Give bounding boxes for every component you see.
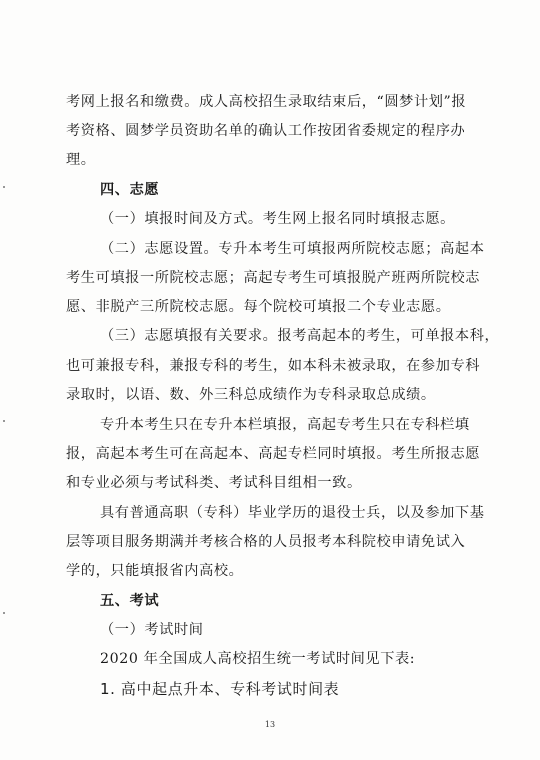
page-number: 13 <box>264 720 276 729</box>
paragraph-line: 愿、非脱产三所院校志愿。每个院校可填报二个专业志愿。 <box>66 299 451 315</box>
section-heading-volunteer: 四、志愿 <box>100 182 160 198</box>
paragraph-line: 考生可填报一所院校志愿；高起专考生可填报脱产班两所院校志 <box>66 270 481 286</box>
paragraph-line: （三）志愿填报有关要求。报考高起本的考生，可单报本科， <box>100 328 500 344</box>
paragraph-line: 2020 年全国成人高校招生统一考试时间见下表: <box>100 651 416 667</box>
section-heading-exam: 五、考试 <box>100 593 160 609</box>
paragraph-line: 考网上报名和缴费。成人高校招生录取结束后，“圆梦计划”报 <box>66 94 467 110</box>
paragraph-line: 和专业必须与考试科类、考试科目组相一致。 <box>66 475 362 491</box>
paragraph-line: 学的，只能填报省内高校。 <box>66 563 244 579</box>
paragraph-line: 理。 <box>66 152 96 168</box>
margin-mark <box>3 186 5 188</box>
paragraph-line: 报，高起本考生可在高起本、高起专栏同时填报。考生所报志愿 <box>66 446 481 462</box>
paragraph-line: 也可兼报专科，兼报专科的考生，如本科未被录取，在参加专科 <box>66 358 481 374</box>
margin-mark <box>3 420 5 422</box>
paragraph-line: 层等项目服务期满并考核合格的人员报考本科院校申请免试入 <box>66 534 466 550</box>
paragraph-line: 考资格、圆梦学员资助名单的确认工作按团省委规定的程序办 <box>66 123 466 139</box>
paragraph-line: 录取时，以语、数、外三科总成绩作为专科录取总成绩。 <box>66 387 436 403</box>
margin-mark <box>3 612 5 614</box>
paragraph-line: 具有普通高职（专科）毕业学历的退役士兵，以及参加下基 <box>100 505 485 521</box>
table-caption: 1. 高中起点升本、专科考试时间表 <box>100 680 340 698</box>
paragraph-line: （一）填报时间及方式。考生网上报名同时填报志愿。 <box>100 211 455 227</box>
paragraph-line: （二）志愿设置。专升本考生可填报两所院校志愿；高起本 <box>100 241 485 257</box>
paragraph-line: 专升本考生只在专升本栏填报，高起专考生只在专科栏填 <box>100 417 470 433</box>
subsection-heading-exam-time: （一）考试时间 <box>100 622 204 638</box>
